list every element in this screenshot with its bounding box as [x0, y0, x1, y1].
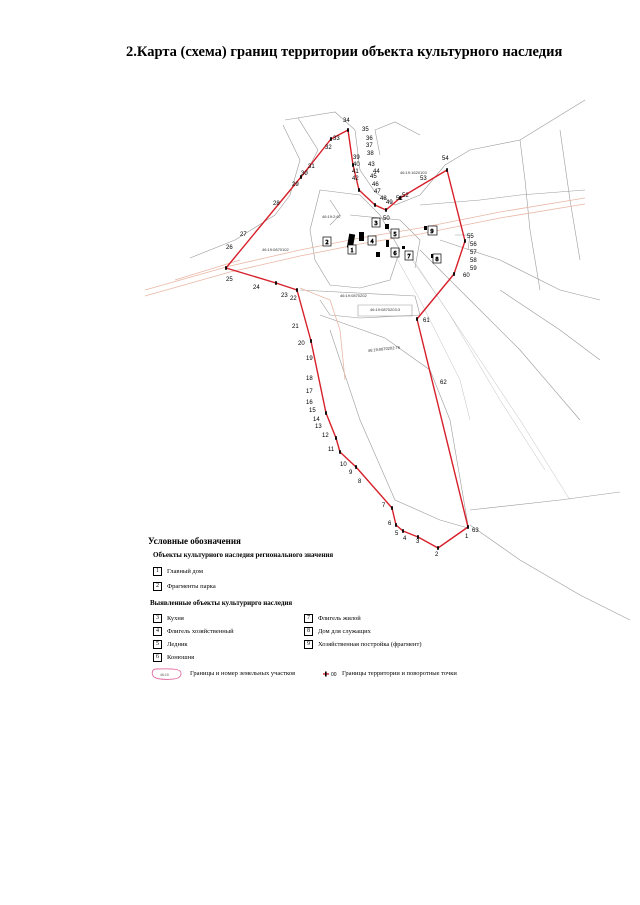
- object-marker-8: [433, 254, 441, 263]
- boundary-vertex: [391, 506, 393, 510]
- legend-parcel-label: Границы и номер земельных участков: [190, 670, 296, 677]
- point-number-label: 23: [281, 293, 288, 299]
- point-number-label: 16: [306, 400, 313, 406]
- point-number-label: 58: [470, 258, 477, 264]
- legend-item-label: Главный дом: [167, 567, 203, 575]
- point-number-label: 25: [226, 277, 233, 283]
- point-number-label: 1: [465, 534, 469, 540]
- legend-title: Условные обозначения: [148, 536, 241, 546]
- legend-item-label: Флигель жилой: [318, 614, 361, 622]
- path-lines: [395, 250, 570, 500]
- point-number-label: 12: [322, 433, 329, 439]
- boundary-vertex: [467, 525, 469, 529]
- point-number-label: 35: [362, 127, 369, 133]
- point-number-label: 17: [306, 389, 313, 395]
- boundary-vertex: [296, 288, 298, 292]
- svg-text:6: 6: [393, 251, 397, 257]
- point-number-label: 34: [343, 118, 350, 124]
- legend-number-box: 4: [153, 627, 162, 636]
- point-number-label: 51: [396, 196, 403, 202]
- point-number-label: 54: [442, 156, 449, 162]
- object-marker-1: [348, 245, 356, 254]
- point-number-label: 9: [349, 470, 353, 476]
- parcel-label: 46:19:0870203:3: [370, 307, 401, 312]
- boundary-vertex: [395, 523, 397, 527]
- point-number-label: 32: [325, 145, 332, 151]
- boundary-vertex: [464, 239, 466, 243]
- object-marker-3: [372, 218, 380, 227]
- legend-item-label: Хозяйственная постройка (фрагмент): [318, 640, 422, 648]
- svg-text:9: 9: [430, 229, 434, 235]
- boundary-vertex: [310, 339, 312, 343]
- object-marker-5: [391, 229, 399, 238]
- point-number-label: 39: [353, 155, 360, 161]
- point-number-label: 2: [435, 552, 439, 558]
- parcel-lines: [190, 100, 630, 620]
- svg-text:1: 1: [350, 248, 354, 254]
- legend-number-box: 5: [153, 640, 162, 649]
- roads: [145, 198, 585, 380]
- boundary-vertex: [416, 317, 418, 321]
- legend-number-box: 7: [304, 614, 313, 623]
- point-number-label: 27: [240, 232, 247, 238]
- object-marker-6: [391, 248, 399, 257]
- point-number-label: 24: [253, 285, 260, 291]
- point-number-label: 6: [388, 521, 392, 527]
- boundary-vertex: [325, 411, 327, 415]
- boundary-vertex: [275, 281, 277, 285]
- boundary-vertex: [385, 208, 387, 212]
- point-number-label: 28: [273, 201, 280, 207]
- point-number-label: 18: [306, 376, 313, 382]
- boundary-vertex: [437, 546, 439, 550]
- legend-item-label: Конюшня: [167, 653, 195, 661]
- parcel-symbol-text: 46:19: [160, 673, 169, 677]
- legend-number-box: 1: [153, 567, 162, 576]
- point-number-label: 55: [467, 234, 474, 240]
- svg-text:4: 4: [370, 239, 374, 245]
- point-number-label: 29: [292, 182, 299, 188]
- point-number-label: 47: [374, 189, 381, 195]
- point-number-label: 60: [463, 273, 470, 279]
- point-number-label: 20: [298, 341, 305, 347]
- parcel-label: 46:19:0870202: [340, 293, 367, 298]
- point-number-label: 19: [306, 356, 313, 362]
- object-marker-4: [368, 236, 376, 245]
- boundary-vertex: [453, 272, 455, 276]
- boundary-vertex: [402, 529, 404, 533]
- svg-text:3: 3: [374, 221, 378, 227]
- legend-identified-heading: Выявленные объекты культурирго наследия: [150, 599, 293, 607]
- point-number-label: 45: [370, 174, 377, 180]
- legend-number-box: 2: [153, 582, 162, 591]
- boundary-vertex: [347, 128, 349, 132]
- boundary-symbol-text: 00: [331, 672, 337, 678]
- page-title: 2.Карта (схема) границ территории объекта культурного наследия: [126, 44, 563, 60]
- buildings: [347, 224, 434, 258]
- legend-boundary-label: Границы территории и поворотные точки: [342, 670, 457, 677]
- point-number-label: 22: [290, 296, 297, 302]
- point-number-label: 44: [373, 169, 380, 175]
- point-number-label: 31: [308, 164, 315, 170]
- svg-text:5: 5: [393, 232, 397, 238]
- legend-item-label: Кухня: [167, 614, 184, 622]
- object-marker-9: [428, 226, 437, 235]
- boundary-vertex: [358, 188, 360, 192]
- point-number-label: 48: [380, 196, 387, 202]
- point-number-label: 30: [301, 171, 308, 177]
- point-number-label: 10: [340, 462, 347, 468]
- point-number-label: 14: [313, 417, 320, 423]
- point-number-label: 46: [372, 182, 379, 188]
- svg-text:7: 7: [407, 254, 411, 260]
- legend-number-box: 3: [153, 614, 162, 623]
- point-number-label: 40: [353, 162, 360, 168]
- legend-regional-heading: Объекты культурного наследия регионального значения: [153, 551, 334, 559]
- svg-text:2: 2: [325, 240, 329, 246]
- legend-number-box: 8: [304, 627, 313, 636]
- point-number-label: 49: [386, 200, 393, 206]
- point-number-label: 11: [328, 447, 335, 453]
- point-number-label: 13: [315, 424, 322, 430]
- point-number-label: 63: [472, 528, 479, 534]
- point-number-label: 57: [470, 250, 477, 256]
- boundary-vertex: [374, 203, 376, 207]
- legend-number-box: 6: [153, 653, 162, 662]
- legend-item-label: Флигель хозяйственный: [167, 627, 234, 635]
- point-number-label: 5: [395, 531, 399, 537]
- point-number-label: 42: [352, 176, 359, 182]
- boundary-vertex: [330, 137, 332, 141]
- legend-number-box: 9: [304, 640, 313, 649]
- point-number-label: 21: [292, 324, 299, 330]
- point-number-label: 52: [402, 193, 409, 199]
- object-marker-2: [323, 237, 331, 246]
- territory-boundary: [226, 130, 468, 548]
- parcel-label: 46:19:1620103: [400, 170, 427, 175]
- point-number-label: 53: [420, 176, 427, 182]
- point-number-label: 4: [403, 536, 407, 542]
- svg-text:8: 8: [435, 257, 439, 263]
- point-number-label: 37: [366, 143, 373, 149]
- point-number-label: 38: [367, 151, 374, 157]
- boundary-vertices: [225, 128, 469, 550]
- parcel-label: 46:19:0870202:76: [367, 344, 401, 353]
- point-number-label: 36: [366, 136, 373, 142]
- legend-item-label: Ледник: [167, 640, 188, 648]
- point-number-label: 43: [368, 162, 375, 168]
- parcel-label: 46:19:0870102: [262, 247, 289, 252]
- point-number-label: 62: [440, 380, 447, 386]
- parcel-label: 46:19:2:67: [322, 214, 341, 219]
- point-number-label: 26: [226, 245, 233, 251]
- point-labels: [226, 118, 479, 558]
- boundary-vertex: [339, 450, 341, 454]
- legend-item-label: Фрагменты парка: [167, 582, 216, 590]
- point-number-label: 7: [382, 503, 386, 509]
- boundary-vertex: [355, 465, 357, 469]
- object-marker-7: [405, 251, 413, 260]
- point-number-label: 50: [383, 216, 390, 222]
- boundary-vertex: [335, 436, 337, 440]
- point-number-label: 3: [416, 539, 420, 545]
- point-number-label: 15: [309, 408, 316, 414]
- point-number-label: 8: [358, 479, 362, 485]
- point-number-label: 33: [333, 136, 340, 142]
- point-number-label: 56: [470, 242, 477, 248]
- boundary-vertex: [446, 168, 448, 172]
- boundary-vertex: [225, 266, 227, 270]
- legend-item-label: Дом для служащих: [318, 627, 371, 635]
- point-number-label: 61: [423, 318, 430, 324]
- point-number-label: 59: [470, 266, 477, 272]
- point-number-label: 41: [352, 169, 359, 175]
